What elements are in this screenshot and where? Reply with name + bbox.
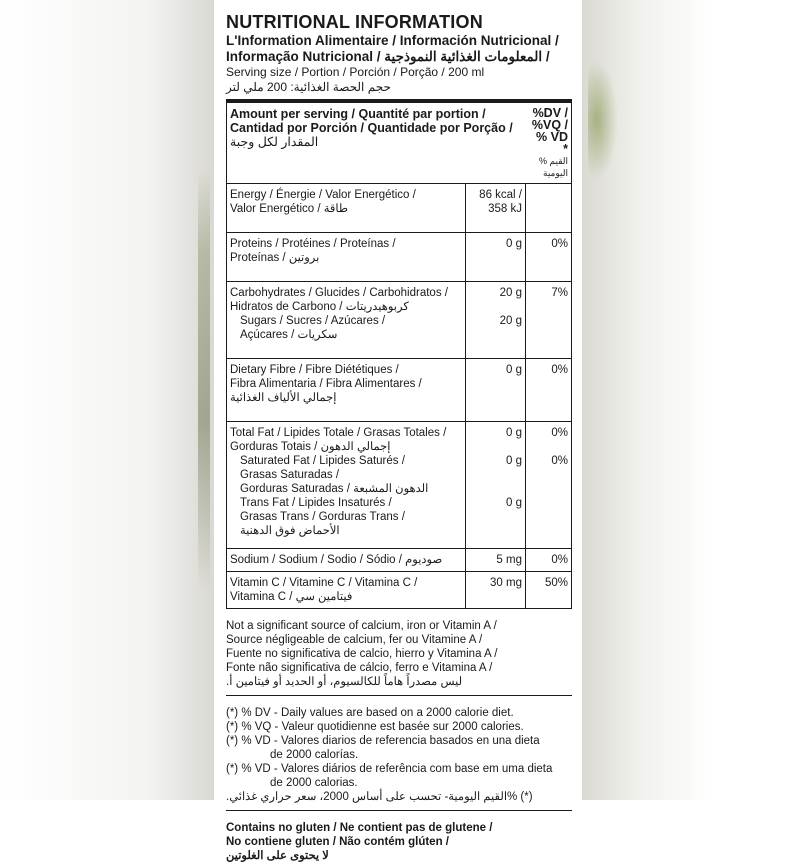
protein-value: 0 g bbox=[465, 233, 525, 282]
amount-label: Amount per serving / Quantité par portion / bbox=[230, 107, 486, 121]
fibre-label: Dietary Fibre / Fibre Diététiques / Fibra Alimentaria / Fibra Alimentares / إجمالي الألياف الغذائية bbox=[227, 359, 465, 422]
footnote-arabic: (*) %القيم اليومية- تحسب على أساس 2000، سعر حراري غذائي. bbox=[226, 791, 533, 803]
serving-size-arabic: حجم الحصة الغذائية: 200 ملي لتر bbox=[226, 80, 391, 94]
footnote-dv: (*) % DV - Daily values are based on a 2000 calorie diet. bbox=[226, 707, 514, 719]
fat-value: 0 g 0 g 0 g bbox=[465, 422, 525, 549]
sodium-dv: 0% bbox=[525, 549, 571, 572]
footnote-vd-es: (*) % VD - Valores diarios de referencia basados en una dieta bbox=[226, 735, 540, 747]
satfat-dv: 0% bbox=[551, 455, 568, 467]
divider-2 bbox=[226, 810, 572, 811]
fat-dv: 0% 0% bbox=[525, 422, 571, 549]
sugars-value: 20 g bbox=[499, 315, 522, 327]
vitc-dv: 50% bbox=[525, 572, 571, 609]
footnote-vq: (*) % VQ - Valeur quotidienne est basée sur 2000 calories. bbox=[226, 721, 524, 733]
nutrient-table bbox=[226, 184, 572, 609]
vitc-label: Vitamin C / Vitamine C / Vitamina C / Vitamina C / فيتامين سي bbox=[227, 572, 465, 609]
table-header bbox=[226, 103, 572, 184]
carbs-label: Carbohydrates / Glucides / Carbohidratos / Hidratos de Carbono / كربوهيدريتات Sugars / Sucres / Azúcares / Açúcares / سكريات bbox=[227, 282, 465, 359]
serving-size: Serving size / Portion / Porción / Porção / 200 ml bbox=[226, 65, 485, 79]
package-left-edge bbox=[0, 0, 214, 800]
carbs-dv: 7% bbox=[525, 282, 571, 359]
vq-label: %VQ / bbox=[531, 118, 568, 132]
footnote-vd-pt: (*) % VD - Valores diários de referência com base em uma dieta bbox=[226, 763, 553, 775]
satfat-value: 0 g bbox=[506, 455, 522, 467]
gluten-statement: Contains no gluten / Ne contient pas de glutene / No contiene gluten / Não contém glúten / لا يحتوى على الغلوتين bbox=[226, 822, 493, 862]
panel-title: NUTRITIONAL INFORMATION bbox=[226, 12, 483, 32]
nutrition-panel bbox=[216, 6, 582, 862]
panel-subtitle-2: Informação Nutricional / المعلومات الغذائية النموذجية / bbox=[226, 49, 550, 64]
sugars-label: Sugars / Sucres / Azúcares / Açúcares / سكريات bbox=[240, 315, 386, 341]
dv-label-arabic: % القيم اليومية bbox=[538, 156, 568, 178]
protein-dv: 0% bbox=[525, 233, 571, 282]
fat-label: Total Fat / Lipides Totale / Grasas Totales / Gorduras Totais / إجمالي الدهون Saturated Fat / Lipides Saturés / Grasas Saturadas / Gorduras Saturadas / الدهون المشبعة Trans Fat / Lipides Insaturés / Grasas Trans / Gorduras Trans / الأحماض فوق الدهنية bbox=[227, 422, 465, 549]
fibre-dv: 0% bbox=[525, 359, 571, 422]
transfat-label: Trans Fat / Lipides Insaturés / Grasas Trans / Gorduras Trans / الأحماض فوق الدهنية bbox=[240, 497, 405, 537]
dv-label: %DV / bbox=[532, 106, 568, 120]
sodium-value: 5 mg bbox=[465, 549, 525, 572]
satfat-label: Saturated Fat / Lipides Saturés / Grasas Saturadas / Gorduras Saturadas / الدهون المشبعة bbox=[240, 455, 429, 495]
vd-label: % VD * bbox=[536, 130, 568, 156]
package-right-edge bbox=[582, 0, 800, 800]
vitc-value: 30 mg bbox=[465, 572, 525, 609]
energy-value: 86 kcal / 358 kJ bbox=[465, 184, 525, 233]
amount-label-arabic: المقدار لكل وجبة bbox=[230, 135, 319, 149]
fibre-value: 0 g bbox=[465, 359, 525, 422]
protein-label: Proteins / Protéines / Proteínas / Proteínas / بروتين bbox=[227, 233, 465, 282]
carbs-value: 20 g 20 g bbox=[465, 282, 525, 359]
not-significant-note: Not a significant source of calcium, iron or Vitamin A / Source négligeable de calcium, fer ou Vitamine A / Fuente no significativa de calcio, hierro y Vitamina A / Fonte não significativa de cálcio, ferro e Vitamina A / ليس مصدراً هاماً للكالسيوم، أو الحديد أو فيتامين أ. bbox=[226, 620, 498, 688]
footnotes: (*) % DV - Daily values are based on a 2000 calorie diet. (*) % VQ - Valeur quotidienne est basée sur 2000 calories. (*) % VD - Valores diarios de referencia basados en una dieta de 2000 calorías. (*) % VD - Valores diários de referência com base em uma dieta de 2000 calorias. (*) %القيم اليومية- تحسب على أساس 2000، سعر حراري غذائي. bbox=[226, 706, 572, 804]
amount-label-2: Cantidad por Porción / Quantidade por Porção / bbox=[230, 121, 513, 135]
energy-label: Energy / Énergie / Valor Energético / Valor Energético / طاقة bbox=[227, 184, 465, 233]
energy-dv bbox=[525, 184, 571, 233]
sodium-label: Sodium / Sodium / Sodio / Sódio / صوديوم bbox=[227, 549, 465, 572]
panel-subtitle-1: L'Information Alimentaire / Información Nutricional / bbox=[226, 33, 559, 48]
divider bbox=[226, 695, 572, 696]
transfat-value: 0 g bbox=[506, 497, 522, 509]
